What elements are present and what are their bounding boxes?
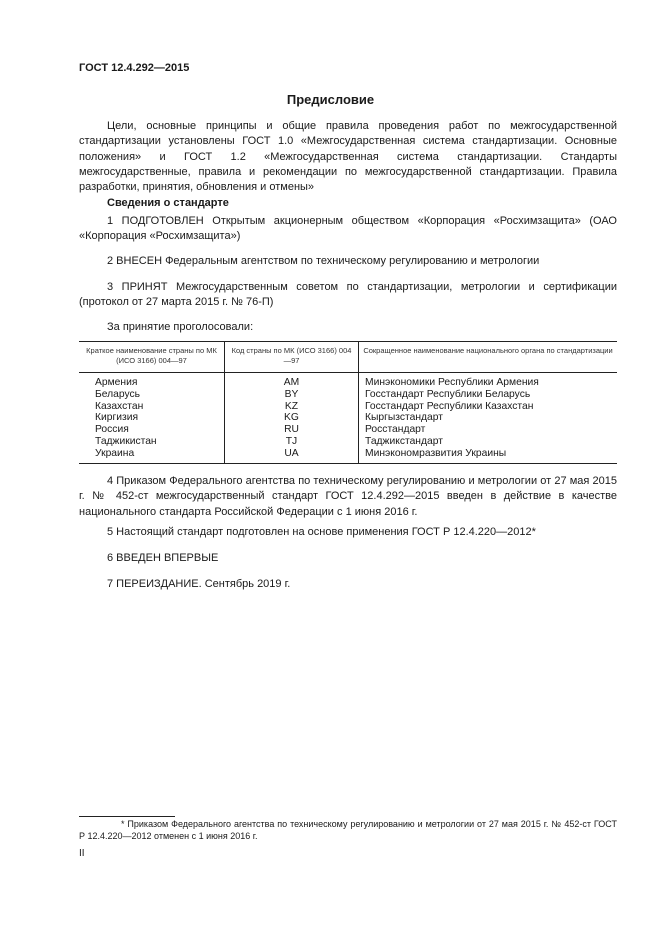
column-header-code: Код страны по МК (ИСО 3166) 004—97 [225,342,359,373]
intro-paragraph: Цели, основные принципы и общие правила проведения работ по межгосударственной стандартизации установлены ГОСТ 1.0 «Межгосударственная система стандартизации. Основные положения» и ГОСТ 1.2 «Межгосударственная система стандартизации. Стандарты межгосударственные, правила и рекомендации по межгосударственной стандартизации. Правила разработки, принятия, обновления и отмены» [79,120,617,194]
document-id-header: ГОСТ 12.4.292—2015 [79,62,190,74]
code-cell: KG [225,412,359,424]
country-cell: Беларусь [79,389,225,401]
country-cell: Армения [79,373,225,389]
item-submitted: 2 ВНЕСЕН Федеральным агентством по техническому регулированию и метрологии [107,255,540,267]
voted-label: За принятие проголосовали: [107,321,254,333]
body-cell: Госстандарт Республики Казахстан [365,400,534,412]
footnote: * Приказом Федерального агентства по техническому регулированию и метрологии от 27 мая 2015 г. № 452-ст ГОСТ Р 12.4.220—2012 отменен с 1 июня 2016 г. [79,819,617,842]
body-cell: Госстандарт Республики Беларусь [365,388,531,400]
item-first-introduced: 6 ВВЕДЕН ВПЕРВЫЕ [107,552,219,564]
country-cell: Таджикистан [79,436,225,448]
standard-info-heading: Сведения о стандарте [107,197,229,209]
section-title: Предисловие [286,92,375,107]
member-states-table [79,341,617,464]
body-cell: Таджикстандарт [365,435,443,447]
item-prepared: 1 ПОДГОТОВЛЕН Открытым акционерным обществом «Корпорация «Росхимзащита» (ОАО «Корпорация «Росхимзащита») [79,215,617,243]
code-cell: BY [225,389,359,401]
table-row [79,373,617,389]
item-basis: 5 Настоящий стандарт подготовлен на основе применения ГОСТ Р 12.4.220—2012* [107,526,536,538]
table-row [79,436,617,448]
table-row [79,412,617,424]
code-cell: KZ [225,401,359,413]
country-cell: Казахстан [79,401,225,413]
table-row [79,401,617,413]
table-row [79,424,617,436]
country-cell: Киргизия [79,412,225,424]
table-header-row [79,342,617,373]
code-cell: AM [225,373,359,389]
item-reissue: 7 ПЕРЕИЗДАНИЕ. Сентябрь 2019 г. [107,578,291,590]
body-cell: Минэкономразвития Украины [359,448,618,463]
column-header-body: Сокращенное наименование национального органа по стандартизации [359,342,618,373]
country-cell: Россия [79,424,225,436]
country-cell: Украина [79,448,225,463]
table-row [79,448,617,463]
column-header-country: Краткое наименование страны по МК (ИСО 3166) 004—97 [79,342,225,373]
code-cell: TJ [225,436,359,448]
code-cell: RU [225,424,359,436]
item-adopted: 3 ПРИНЯТ Межгосударственным советом по стандартизации, метрологии и сертификации (протокол от 27 марта 2015 г. № 76-П) [79,281,617,309]
table-row [79,389,617,401]
page-number: II [79,848,85,859]
footnote-divider [79,816,175,817]
body-cell: Росстандарт [365,424,426,436]
body-cell: Кыргызстандарт [365,412,444,424]
code-cell: UA [225,448,359,463]
item-enacted: 4 Приказом Федерального агентства по техническому регулированию и метрологии от 27 мая 2015 г. № 452-ст межгосударственный стандарт ГОСТ 12.4.292—2015 введен в действие в качестве национального стандарта Российской Федерации с 1 июня 2016 г. [79,475,617,518]
body-cell: Минэкономики Республики Армения [365,377,539,388]
